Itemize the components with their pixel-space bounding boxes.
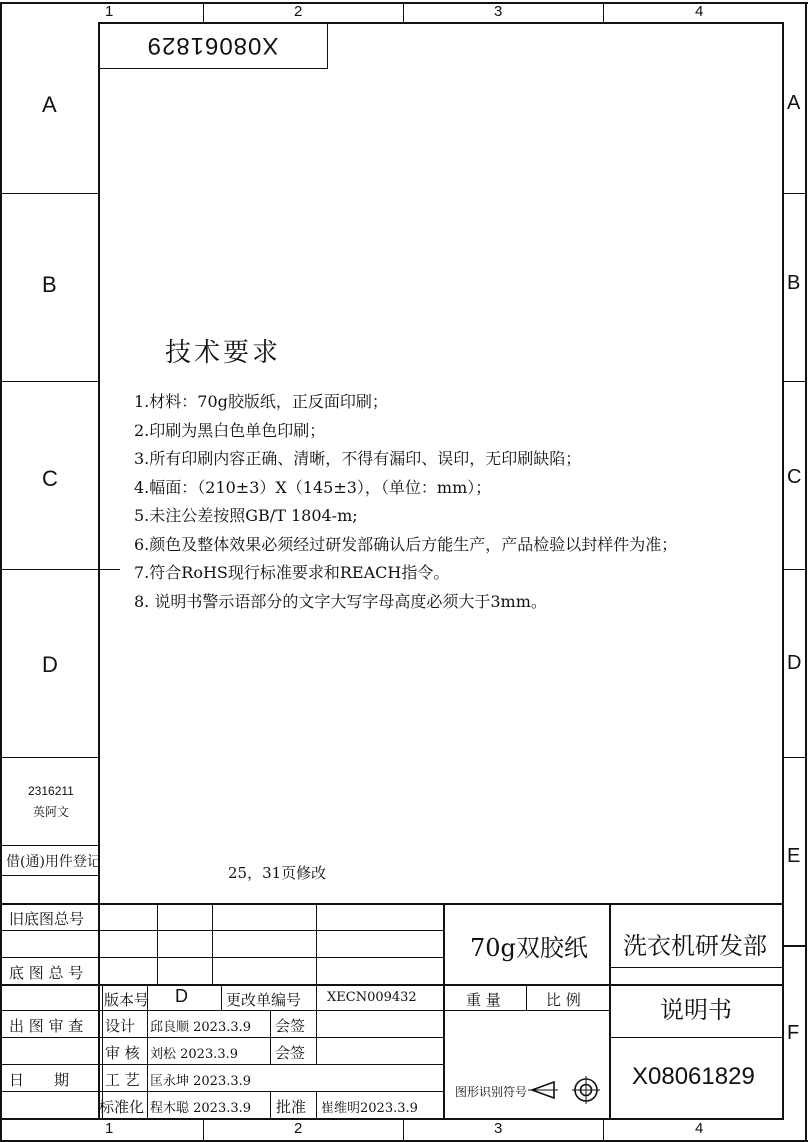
row-divider <box>0 875 98 876</box>
row-letter-b-right: B <box>787 272 801 294</box>
row-divider <box>0 569 120 570</box>
row-letter-b: B <box>42 272 57 297</box>
tb-line <box>0 1091 443 1092</box>
tb-vline <box>157 903 158 984</box>
col-tick <box>403 2 404 22</box>
tb-line <box>0 1064 443 1065</box>
requirement-item: 6.颜色及整体效果必须经过研发部确认后方能生产，产品检验以封样件为准； <box>134 534 678 554</box>
process-value: 匡永坤 2023.3.9 <box>150 1074 252 1089</box>
column-number-4-bottom: 4 <box>695 1120 704 1137</box>
tb-vline <box>270 1091 271 1118</box>
date-label: 日 期 <box>9 1071 70 1089</box>
material-value: 70g双胶纸 <box>470 934 588 962</box>
tb-line <box>0 1010 609 1011</box>
row-divider <box>0 845 98 846</box>
version-value: D <box>175 986 188 1006</box>
tb-line <box>0 984 784 986</box>
column-number-1: 1 <box>105 3 114 20</box>
tb-line <box>784 945 806 947</box>
outer-bottom-line <box>0 1140 808 1142</box>
projection-symbol-label: 图形识别符号 <box>455 1085 528 1099</box>
requirement-item: 5.未注公差按照GB/T 1804-m; <box>134 506 358 525</box>
review-label: 审 核 <box>105 1044 140 1062</box>
row-letter-d: D <box>42 652 58 677</box>
tb-vline <box>316 1091 317 1118</box>
tb-vline <box>212 903 213 984</box>
tb-line <box>0 903 784 905</box>
approve-value: 崔维明2023.3.9 <box>321 1101 418 1116</box>
standardization-label: 标准化 <box>99 1098 145 1116</box>
review-value: 刘松 2023.3.9 <box>150 1047 239 1062</box>
design-value: 邱良顺 2023.3.9 <box>150 1020 252 1035</box>
approve-label: 批准 <box>276 1098 307 1116</box>
col-tick <box>603 2 604 22</box>
mirrored-code-box <box>98 22 328 69</box>
requirement-item: 1.材料：70g胶版纸，正反面印刷； <box>134 392 388 411</box>
tb-vline <box>526 984 527 1010</box>
projection-symbol-icon <box>528 1074 608 1106</box>
department-name: 洗衣机研发部 <box>623 932 767 960</box>
tb-vline <box>316 903 317 984</box>
requirements-title: 技术要求 <box>165 338 282 368</box>
col-tick <box>203 2 204 22</box>
requirement-item: 8. 说明书警示语部分的文字大写字母高度必须大于3mm。 <box>134 591 547 611</box>
inner-right-line <box>782 22 784 1120</box>
revision-note: 25，31页修改 <box>228 864 327 882</box>
row-letter-c: C <box>42 466 58 491</box>
tb-vline <box>609 903 611 1118</box>
outer-right-line <box>805 2 807 1142</box>
process-label: 工 艺 <box>105 1071 140 1089</box>
version-label: 版本号 <box>104 991 150 1009</box>
column-number-2: 2 <box>294 3 303 20</box>
row-divider <box>0 757 98 758</box>
row-letter-c-right: C <box>787 466 802 488</box>
col-tick <box>203 1118 204 1140</box>
inner-left-line <box>98 22 100 1120</box>
outer-left-line <box>0 2 2 1142</box>
row-letter-f-right: F <box>787 1022 800 1044</box>
side-name: 英阿文 <box>33 805 70 819</box>
requirement-item: 2.印刷为黑白色单色印刷； <box>134 420 326 440</box>
design-label: 设计 <box>105 1017 136 1035</box>
row-letter-a-right: A <box>787 92 801 114</box>
column-number-2-bottom: 2 <box>294 1120 303 1137</box>
row-letter-d-right: D <box>787 652 802 674</box>
col-tick <box>603 1118 604 1140</box>
row-letter-a: A <box>42 92 57 117</box>
tb-vline <box>316 984 317 1010</box>
drawing-code: X08061829 <box>632 1063 755 1090</box>
column-number-3: 3 <box>494 3 503 20</box>
mirrored-drawing-code: X08061829 <box>146 32 279 59</box>
drawing-review-label: 出 图 审 查 <box>9 1017 84 1035</box>
tb-vline <box>270 1010 271 1064</box>
base-number-label: 底 图 总 号 <box>9 964 84 982</box>
register-label: 借(通)用件登记 <box>6 854 101 870</box>
row-divider <box>784 381 806 382</box>
row-divider <box>784 193 806 194</box>
change-number-label: 更改单编号 <box>226 991 302 1009</box>
tb-vline <box>443 903 445 1118</box>
countersign-label-1: 会签 <box>275 1017 306 1035</box>
row-divider <box>784 569 806 570</box>
row-letter-e-right: E <box>787 845 801 867</box>
row-divider <box>0 381 98 382</box>
requirement-item: 7.符合RoHS现行标准要求和REACH指令。 <box>134 563 450 582</box>
old-base-number-label: 旧底图总号 <box>9 910 85 928</box>
row-divider <box>784 757 806 758</box>
outer-top-line <box>0 2 808 4</box>
standardization-value: 程木聪 2023.3.9 <box>150 1101 252 1116</box>
inner-bottom-line <box>0 1118 784 1120</box>
row-divider <box>0 193 98 194</box>
scale-label: 比 例 <box>546 991 581 1009</box>
change-number-value: XECN009432 <box>327 990 417 1005</box>
requirement-item: 3.所有印刷内容正确、清晰，不得有漏印、误印，无印刷缺陷； <box>134 449 582 468</box>
column-number-3-bottom: 3 <box>494 1120 503 1137</box>
tb-line <box>0 930 443 931</box>
column-number-1-bottom: 1 <box>105 1120 114 1137</box>
side-code: 2316211 <box>28 784 74 798</box>
tb-line <box>609 967 784 968</box>
requirements-list <box>134 388 677 616</box>
tb-vline <box>221 984 222 1010</box>
col-tick <box>403 1118 404 1140</box>
requirement-item: 4.幅面：（210±3）X（145±3），（单位：mm）； <box>134 477 492 497</box>
tb-line <box>0 1037 443 1038</box>
countersign-label-2: 会签 <box>275 1044 306 1062</box>
column-number-4: 4 <box>695 3 704 20</box>
tb-line <box>0 957 443 958</box>
tb-vline <box>316 1010 317 1064</box>
document-name: 说明书 <box>660 996 732 1024</box>
tb-line <box>609 1037 784 1038</box>
weight-label: 重 量 <box>466 991 501 1009</box>
